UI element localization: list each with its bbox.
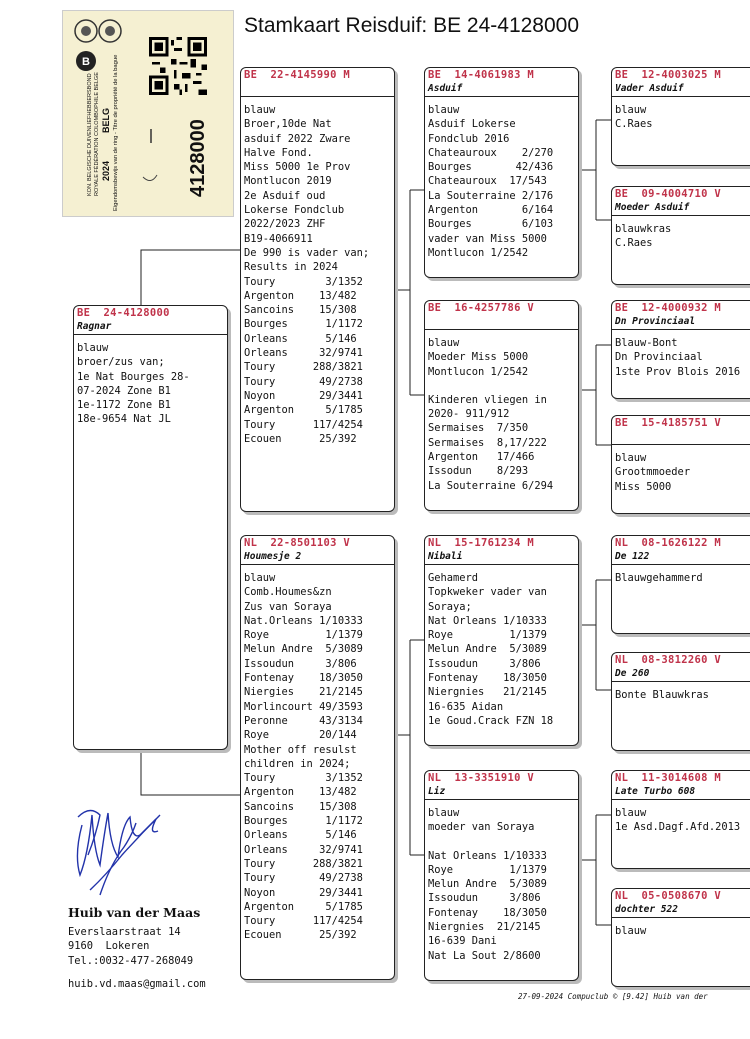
note-line: Gehamerd — [428, 572, 479, 584]
note-line: La Souterraine 2/176 — [428, 189, 554, 202]
note-line: Fondclub 2016 — [428, 132, 510, 145]
pigeon-name — [615, 431, 750, 442]
pigeon-notes — [612, 97, 750, 132]
pigeon-card-ggp-8 — [611, 888, 750, 987]
pigeon-card-paternal-grandfather — [424, 67, 579, 278]
note-line: C.Raes — [615, 237, 653, 250]
note-line: Toury 49/2738 — [244, 872, 363, 885]
ring-code: NL 08-1626122 M — [615, 537, 721, 549]
ring-number: 4128000 — [187, 119, 209, 197]
note-line: Comb.Houmes&zn — [244, 586, 332, 599]
note-line: Montlucon 1/2542 — [428, 365, 529, 378]
ring-code: NL 08-3812260 V — [615, 654, 721, 666]
ring-code: NL 15-1761234 M — [428, 537, 534, 549]
ring-country: BELG — [101, 107, 111, 133]
pigeon-card-ggp-2 — [611, 186, 750, 285]
pigeon-notes — [241, 565, 394, 943]
note-line: Fontenay 18/3050 — [244, 672, 363, 685]
pigeon-card-ggp-1 — [611, 67, 750, 166]
ring-code: BE 12-4000932 M — [615, 302, 721, 314]
ring-code: BE 14-4061983 M — [428, 69, 534, 81]
note-line: Sermaises 7/350 — [428, 422, 529, 435]
note-line: Dn Provinciaal — [615, 351, 703, 364]
note-line: Argenton 5/1785 — [244, 900, 363, 913]
note-line: Toury 3/1352 — [244, 772, 363, 785]
note-line: Noyon 29/3441 — [244, 389, 363, 402]
note-line: Broer,10de Nat — [244, 118, 332, 131]
ring-code: NL 11-3014608 M — [615, 772, 721, 784]
ring-code: NL 22-8501103 V — [244, 537, 350, 549]
note-line: C.Raes — [615, 118, 653, 131]
note-line: Montlucon 1/2542 — [428, 246, 529, 259]
note-line: Peronne 43/3134 — [244, 714, 363, 727]
note-line: Nat Orleans 1/10333 — [428, 614, 547, 627]
page-title: Stamkaart Reisduif: BE 24-4128000 — [244, 14, 580, 37]
note-line: Bourges 6/103 — [428, 218, 554, 231]
note-line: Blauwgehammerd — [615, 572, 703, 584]
breeder-phone: Tel.:0032-477-268049 — [68, 954, 194, 967]
footer-text: 27-09-2024 Compuclub © [9.42] Huib van der — [518, 992, 708, 1001]
note-line: blauw — [615, 807, 647, 819]
note-line: 1ste Prov Blois 2016 — [615, 365, 741, 378]
note-line: blauw — [428, 104, 460, 116]
note-line: Orleans 32/9741 — [244, 347, 363, 360]
pigeon-card-father — [240, 67, 395, 512]
note-line: Melun Andre 5/3089 — [244, 643, 363, 656]
note-line: Roye 1/1379 — [428, 629, 547, 642]
pigeon-notes — [612, 800, 750, 835]
note-line: La Souterraine 6/294 — [428, 479, 554, 492]
pigeon-name: De 260 — [615, 668, 650, 679]
note-line: Melun Andre 5/3089 — [428, 643, 547, 656]
note-line: Kinderen vliegen in — [428, 393, 547, 406]
pigeon-name: Liz — [428, 786, 446, 797]
note-line: Issoudun 3/806 — [244, 657, 357, 670]
ring-code: BE 09-4004710 V — [615, 188, 721, 200]
note-line: 07-2024 Zone B1 — [77, 384, 171, 397]
ring-code: BE 12-4003025 M — [615, 69, 721, 81]
svg-text:B: B — [82, 56, 90, 68]
pigeon-name: Vader Asduif — [615, 83, 684, 94]
note-line: Miss 5000 — [615, 480, 672, 493]
pigeon-notes — [612, 216, 750, 251]
note-line: Results in 2024 — [244, 261, 338, 274]
note-line: Nat.Orleans 1/10333 — [244, 614, 363, 627]
note-line: Nat Orleans 1/10333 — [428, 849, 547, 862]
pigeon-name: Ragnar — [77, 321, 112, 332]
pigeon-name: Dn Provinciaal — [615, 316, 696, 327]
note-line: Roye 20/144 — [244, 729, 357, 742]
note-line: 1e Asd.Dagf.Afd.2013 — [615, 821, 741, 834]
pigeon-name: Late Turbo 608 — [615, 786, 696, 797]
pigeon-name — [244, 83, 394, 94]
pigeon-name — [428, 316, 578, 327]
federation-name-nl: KON. BELGISCHE DUIVENLIEFHEBBERSBOND — [87, 73, 93, 196]
pigeon-notes — [425, 330, 578, 493]
note-line: blauw — [615, 452, 647, 464]
note-line: Zus van Soraya — [244, 600, 332, 613]
note-line: Toury 288/3821 — [244, 361, 363, 374]
federation-name-fr: ROYALE FÉDÉRATION COLOMBOPHILE BELGE — [94, 72, 100, 196]
note-line: moeder van Soraya — [428, 821, 535, 834]
note-line: Sancoins 15/308 — [244, 800, 357, 813]
pigeon-card-paternal-grandmother — [424, 300, 579, 511]
note-line: Chateauroux 2/270 — [428, 146, 554, 159]
note-line: Montlucon 2019 — [244, 175, 332, 188]
pigeon-name: dochter 522 — [615, 904, 678, 915]
breeder-name: Huib van der Maas — [68, 905, 201, 920]
note-line: Nat La Sout 2/8600 — [428, 949, 541, 962]
note-line: Ecouen 25/392 — [244, 432, 357, 445]
signature-icon — [70, 795, 170, 905]
note-line: Sermaises 8,17/222 — [428, 436, 547, 449]
note-line: Fontenay 18/3050 — [428, 672, 547, 685]
note-line: Niergies 21/2145 — [244, 686, 363, 699]
note-line: Argenton 13/482 — [244, 289, 357, 302]
ring-code: BE 22-4145990 M — [244, 69, 350, 81]
note-line: Asduif Lokerse — [428, 118, 516, 131]
note-line: blauw — [244, 572, 276, 584]
pigeon-notes — [425, 565, 578, 728]
note-line: blauwkras — [615, 223, 672, 235]
pigeon-card-ggp-6 — [611, 652, 750, 751]
note-line: blauw — [615, 925, 647, 937]
note-line: Issodun 8/293 — [428, 465, 529, 478]
note-line: asduif 2022 Zware — [244, 132, 351, 145]
note-line: Bourges 1/1172 — [244, 318, 363, 331]
note-line: Argenton 6/164 — [428, 204, 554, 217]
ring-code: NL 05-0508670 V — [615, 890, 721, 902]
note-line: Argenton 13/482 — [244, 786, 357, 799]
pigeon-card-ggp-5 — [611, 535, 750, 634]
breeder-city: 9160 Lokeren — [68, 940, 150, 953]
note-line: Toury 117/4254 — [244, 418, 363, 431]
note-line: Halve Fond. — [244, 146, 313, 159]
pigeon-card-ggp-7 — [611, 770, 750, 869]
note-line: Chateauroux 17/543 — [428, 175, 547, 188]
breeder-street: Everslaarstraat 14 — [68, 926, 181, 938]
breeder-address — [68, 925, 193, 968]
note-line: Miss 5000 1e Prov — [244, 161, 351, 174]
note-line: 1e Nat Bourges 28- — [77, 370, 190, 383]
ring-code: BE 16-4257786 V — [428, 302, 534, 314]
pigeon-name: Asduif — [428, 83, 463, 94]
note-line: 18e-9654 Nat JL — [77, 413, 171, 426]
note-line: Lokerse Fondclub — [244, 204, 345, 217]
ring-code: BE 15-4185751 V — [615, 417, 721, 429]
pigeon-notes — [241, 97, 394, 446]
note-line: Orleans 5/146 — [244, 332, 357, 345]
pigeon-card-maternal-grandmother — [424, 770, 579, 981]
pigeon-notes — [425, 97, 578, 260]
note-line: 2020- 911/912 — [428, 408, 510, 421]
pigeon-card-ggp-3 — [611, 300, 750, 399]
note-line: Toury 117/4254 — [244, 915, 363, 928]
pigeon-notes — [612, 565, 750, 585]
note-line: Issoudun 3/806 — [428, 892, 541, 905]
note-line: 2e Asduif oud — [244, 189, 326, 202]
pigeon-name: Moeder Asduif — [615, 202, 690, 213]
note-line: Roye 1/1379 — [244, 629, 363, 642]
note-line: Mother off resulst — [244, 743, 357, 756]
note-line: Toury 288/3821 — [244, 857, 363, 870]
note-line: blauw — [244, 104, 276, 116]
ring-code: BE 24-4128000 — [77, 307, 170, 319]
note-line: 1e Goud.Crack FZN 18 — [428, 714, 554, 727]
note-line: Toury 49/2738 — [244, 375, 363, 388]
pigeon-notes — [612, 682, 750, 702]
pigeon-notes — [74, 335, 227, 427]
pigeon-name: Nibali — [428, 551, 463, 562]
note-line: Argenton 5/1785 — [244, 404, 363, 417]
note-line: Niergnies 21/2145 — [428, 921, 541, 934]
note-line: 2022/2023 ZHF — [244, 218, 326, 231]
note-line: Topkweker vader van — [428, 586, 547, 599]
ownership-text: Eigendomsbewijs van de ring - Titre de propriété de la bague — [113, 54, 119, 211]
ring-year: 2024 — [101, 160, 111, 181]
note-line: Morlincourt 49/3593 — [244, 700, 363, 713]
pigeon-notes — [612, 918, 750, 938]
ring-code: NL 13-3351910 V — [428, 772, 534, 784]
note-line: Toury 3/1352 — [244, 275, 363, 288]
note-line: Roye 1/1379 — [428, 863, 547, 876]
note-line — [428, 379, 576, 393]
note-line: vader van Miss 5000 — [428, 232, 547, 245]
note-line: Ecouen 25/392 — [244, 929, 357, 942]
note-line: Grootmmoeder — [615, 466, 691, 479]
note-line: B19-4066911 — [244, 232, 313, 245]
pigeon-card-maternal-grandfather — [424, 535, 579, 746]
note-line: Bourges 42/436 — [428, 161, 554, 174]
note-line: 16-639 Dani — [428, 935, 497, 948]
note-line — [428, 835, 576, 849]
note-line: 16-635 Aidan — [428, 700, 504, 713]
note-line: Orleans 32/9741 — [244, 843, 363, 856]
breeder-email: huib.vd.maas@gmail.com — [68, 978, 206, 990]
note-line: blauw — [428, 337, 460, 349]
note-line: Orleans 5/146 — [244, 829, 357, 842]
note-line: Noyon 29/3441 — [244, 886, 363, 899]
pigeon-card-ggp-4 — [611, 415, 750, 514]
pigeon-notes — [425, 800, 578, 963]
note-line: blauw — [615, 104, 647, 116]
pigeon-card-mother — [240, 535, 395, 980]
pigeon-notes — [612, 445, 750, 494]
note-line: Blauw-Bont — [615, 337, 678, 349]
note-line: Soraya; — [428, 600, 472, 613]
note-line: Sancoins 15/308 — [244, 304, 357, 317]
note-line: Niergnies 21/2145 — [428, 686, 547, 699]
note-line: broer/zus van; — [77, 356, 165, 369]
note-line: Moeder Miss 5000 — [428, 351, 529, 364]
pigeon-notes — [612, 330, 750, 379]
note-line: blauw — [77, 342, 109, 354]
note-line: blauw — [428, 807, 460, 819]
pigeon-name: De 122 — [615, 551, 650, 562]
note-line: De 990 is vader van; — [244, 246, 370, 259]
note-line: Melun Andre 5/3089 — [428, 878, 547, 891]
note-line: 1e-1172 Zone B1 — [77, 399, 171, 412]
pigeon-name: Houmesje 2 — [244, 551, 302, 562]
note-line: children in 2024; — [244, 757, 351, 770]
note-line: Fontenay 18/3050 — [428, 906, 547, 919]
note-line: Argenton 17/466 — [428, 451, 535, 464]
note-line: Issoudun 3/806 — [428, 657, 541, 670]
note-line: Bourges 1/1172 — [244, 815, 363, 828]
pigeon-card-main — [73, 305, 228, 750]
note-line: Bonte Blauwkras — [615, 689, 709, 701]
